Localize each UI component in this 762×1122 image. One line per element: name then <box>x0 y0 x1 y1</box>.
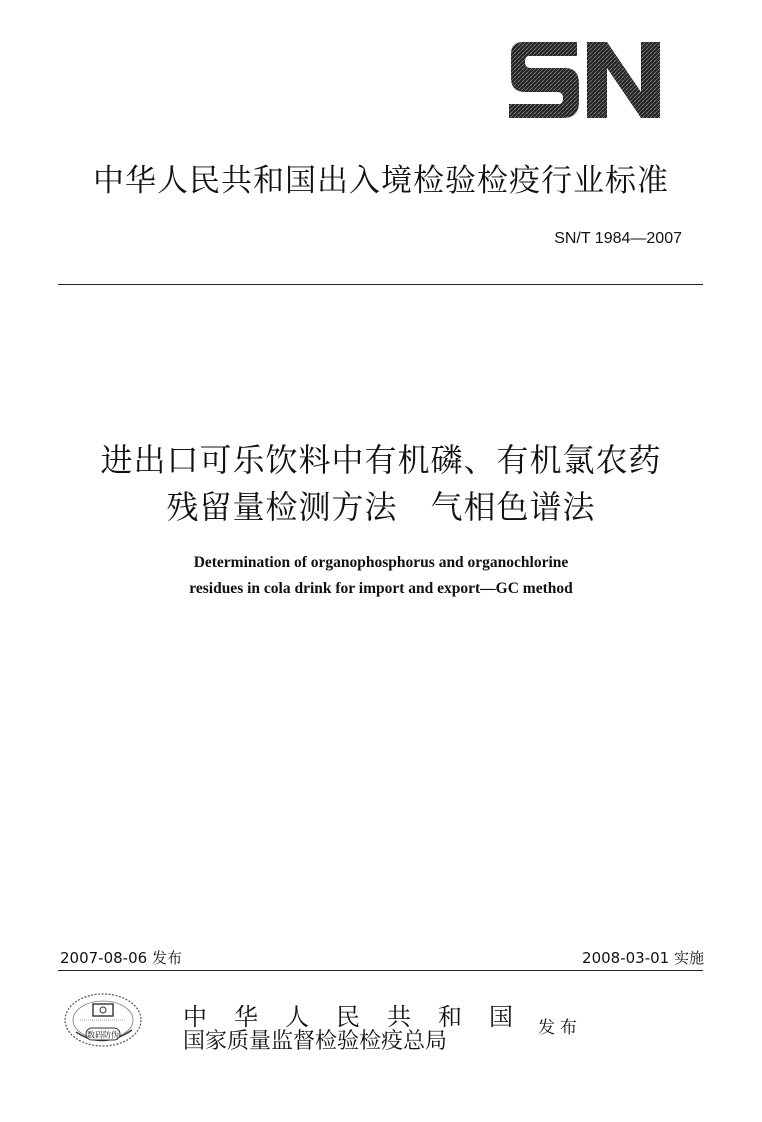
standard-number: SN/T 1984—2007 <box>554 230 682 247</box>
sn-logo <box>507 40 662 120</box>
title-cn-line2: 残留量检测方法 气相色谱法 <box>166 488 596 526</box>
header-divider <box>58 284 703 285</box>
seal-text: 数码防伪 <box>87 1030 119 1040</box>
title-cn-line1: 进出口可乐饮料中有机磷、有机氯农药 <box>100 441 662 479</box>
agency-title: 中华人民共和国出入境检验检疫行业标准 <box>93 163 669 199</box>
title-en-line2: residues in cola drink for import and export—GC method <box>189 580 573 597</box>
implement-date: 2008-03-01 实施 <box>582 949 704 967</box>
logo-letter-s <box>509 42 579 118</box>
anti-counterfeit-seal <box>58 990 148 1054</box>
footer-divider <box>58 970 703 971</box>
issuer-line2: 国家质量监督检验检疫总局 <box>183 1029 448 1054</box>
title-en-line1: Determination of organophosphorus and organochlorine <box>193 554 569 571</box>
issue-word: 发布 <box>538 1018 582 1038</box>
issue-date: 2007-08-06 发布 <box>60 949 182 967</box>
logo-letter-n <box>587 42 660 118</box>
issuer-line1: 中华人民共和国 <box>183 1003 540 1031</box>
